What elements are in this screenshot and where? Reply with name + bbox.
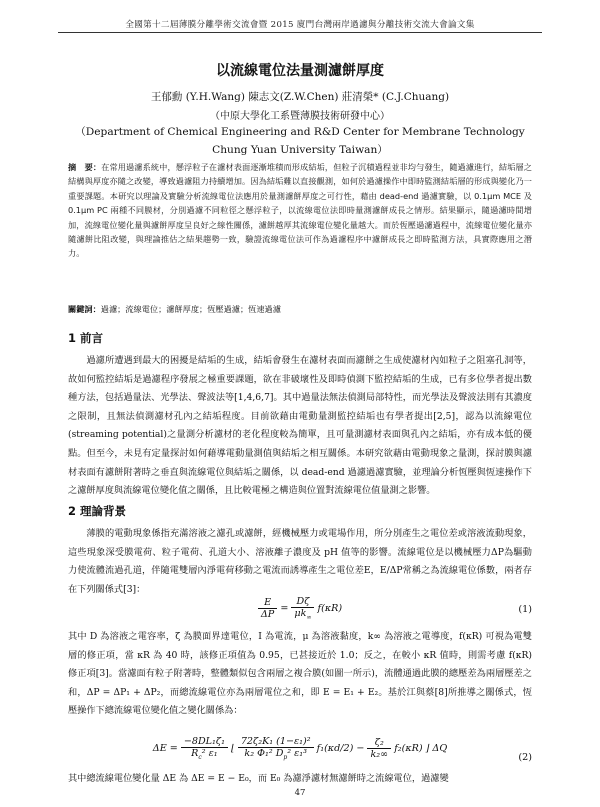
abstract-label: 摘 要： (68, 162, 102, 172)
abstract-text: 在常用過濾系統中，懸浮粒子在濾材表面逐漸堆積而形成結垢，但粒子沉積過程並非均勻發生，隨過濾進行，結垢層之結構與厚度亦隨之改變，導致過濾阻力持續增加。因為結垢難以直接觀測，如何於過濾操作中即時監測結垢層的形成與變化乃一重要課題。本研究以理論及實驗分析流線電位法應用於量測濾餅厚度之可行性，藉由 dead-end 過濾實驗，以 0.1μm MCE 及 0.1μm PC 兩種不同膜材，分別過濾不同粒徑之懸浮粒子，以流線電位法即時量測濾餅成長之情形。結果顯示，隨過濾時間增加，流線電位變化量與濾餅厚度呈良好之線性關係，濾餅越厚其流線電位變化量越大。而於恆壓過濾過程中，流線電位變化量亦隨濾餅比阻改變，與理論推估之結果趨勢一致，驗證流線電位法可作為過濾程序中濾餅成長之即時監測方法，具實際應用之潛力。 (68, 162, 532, 259)
header-rule (58, 32, 542, 33)
theory-paragraph-2: 其中 D 為溶液之電容率，ζ 為膜面界達電位，I 為電流，μ 為溶液黏度，k∞ 為溶液之電導度，f(κR) 可視為電雙層的修正項，當 κR 為 40 時，該修正項值為 0.95，已甚接近於 1.0；反之，在較小 κR 值時，則需考慮 f(κR) 修正項[3]。當濾面有粒子附著時，整體類似包含兩層之複合膜(如圖一所示)，流體通過此膜的總壓差為兩層壓差之和，ΔP = ΔP₁ + ΔP₂，而總流線電位亦為兩層電位之和，即 E = E₁ + E₂。基於江與蔡[8]所推導之關係式，恆壓操作下總流線電位變化值之變化關係為： (68, 631, 532, 717)
abstract (68, 160, 532, 261)
introduction-paragraph: 過濾所遭遇到最大的困擾是結垢的生成，結垢會發生在濾材表面而濾餅之生成使濾材內如粒子之阻塞孔洞等，故如何監控結垢是過濾程序發展之極重要課題，欲在非破壞性及即時偵測下監控結垢的生成，已有多位學者提出數種方法，包括過量法、光學法、聲波法等[1,4,6,7]。其中過量法無法偵測局部特性，而光學法及聲波法則有其濃度之限制，且無法偵測濾材孔內之結垢程度。目前欲藉由電動量測監控結垢也有學者提出[2,5]，認為以流線電位(streaming potential)之量測分析濾材的老化程度較為簡單，且可量測濾材表面與孔內之結垢，亦有成本低的優點。但至今，未見有定量探討如何藉導電動量測值與結垢之相互關係。本研究欲藉由電動現象之量測，探討膜與濾材表面有濾餅附著時之垂直與流線電位與結垢之關係，以 dead-end 過濾過濾實驗，並理論分析恆壓與恆速操作下之濾餅厚度與流線電位變化值之關係，且比較電極之構造與位置對流線電位值量測之影響。 (68, 355, 532, 497)
authors: 王郁勳 (Y.H.Wang) 陳志文(Z.W.Chen) 莊清榮* (C.J.Chuang) (150, 91, 450, 103)
equation-2-number: (2) (518, 752, 532, 763)
affiliation-english: （Department of Chemical Engineering and R&D Center for Membrane Technology (75, 126, 525, 138)
section-heading-theory: 2 理論背景 (68, 504, 127, 518)
affiliation-chinese: （中原大學化工系暨薄膜技術研發中心） (210, 111, 390, 122)
keywords-text: 過濾；流線電位；濾餅厚度；恆壓過濾；恆速過濾 (100, 304, 281, 314)
conference-header: 全國第十二屆薄膜分離學術交流會暨 2015 廈門台灣兩岸過濾與分離技術交流大會論文集 (125, 20, 475, 30)
theory-paragraph-1: 薄膜的電動現象係指充滿溶液之濾孔或濾餅，經機械壓力或電場作用，所分別產生之電位差或溶液流動現象，這些現象深受膜電荷、粒子電荷、孔道大小、溶液離子濃度及 pH 值等的影響。流線電位是以機械壓力ΔP為驅動力使流體流過孔道，伴隨電雙層內淨電荷移動之電流而誘導產生之電位差E，E/ΔP常稱之為流線電位係數，兩者存在下列關係式[3]： (68, 528, 532, 595)
section-heading-introduction: 1 前言 (68, 331, 104, 345)
page-number: 47 (294, 788, 306, 798)
equation-1-number: (1) (518, 604, 532, 615)
keywords-label: 關鍵詞： (68, 304, 101, 314)
keywords (68, 304, 532, 315)
equation-1: $\frac{E}{\Delta P}$ = $\frac{D\zeta}{\mu k_\infty}$ f(κR) (1) (68, 596, 532, 624)
affiliation-location: Chung Yuan University Taiwan） (212, 144, 388, 156)
paper-title: 以流線電位法量測濾餅厚度 (216, 63, 384, 79)
theory-paragraph-3: 其中總流線電位變化量 ΔE 為 ΔE = E − E₀，而 E₀ 為濾淨濾材無濾餅時之流線電位，過濾變 (68, 773, 449, 784)
equation-2: ΔE = $\frac{\text{−8DL₁ζ₁}}{R_c^2 \varepsilon_1}$ ⌊ $\frac{\text{72ζ₂K₁ (1−ε₁)²}}{k_2 \Phi_1^2 D_p^2 \varepsilon_1^3}$ f₁(κd/2) − $\frac{\text{ζ₂}}{\text{k₂∞}}$ f₂(κR) ⌋ ΔQ (2) (152, 736, 532, 763)
